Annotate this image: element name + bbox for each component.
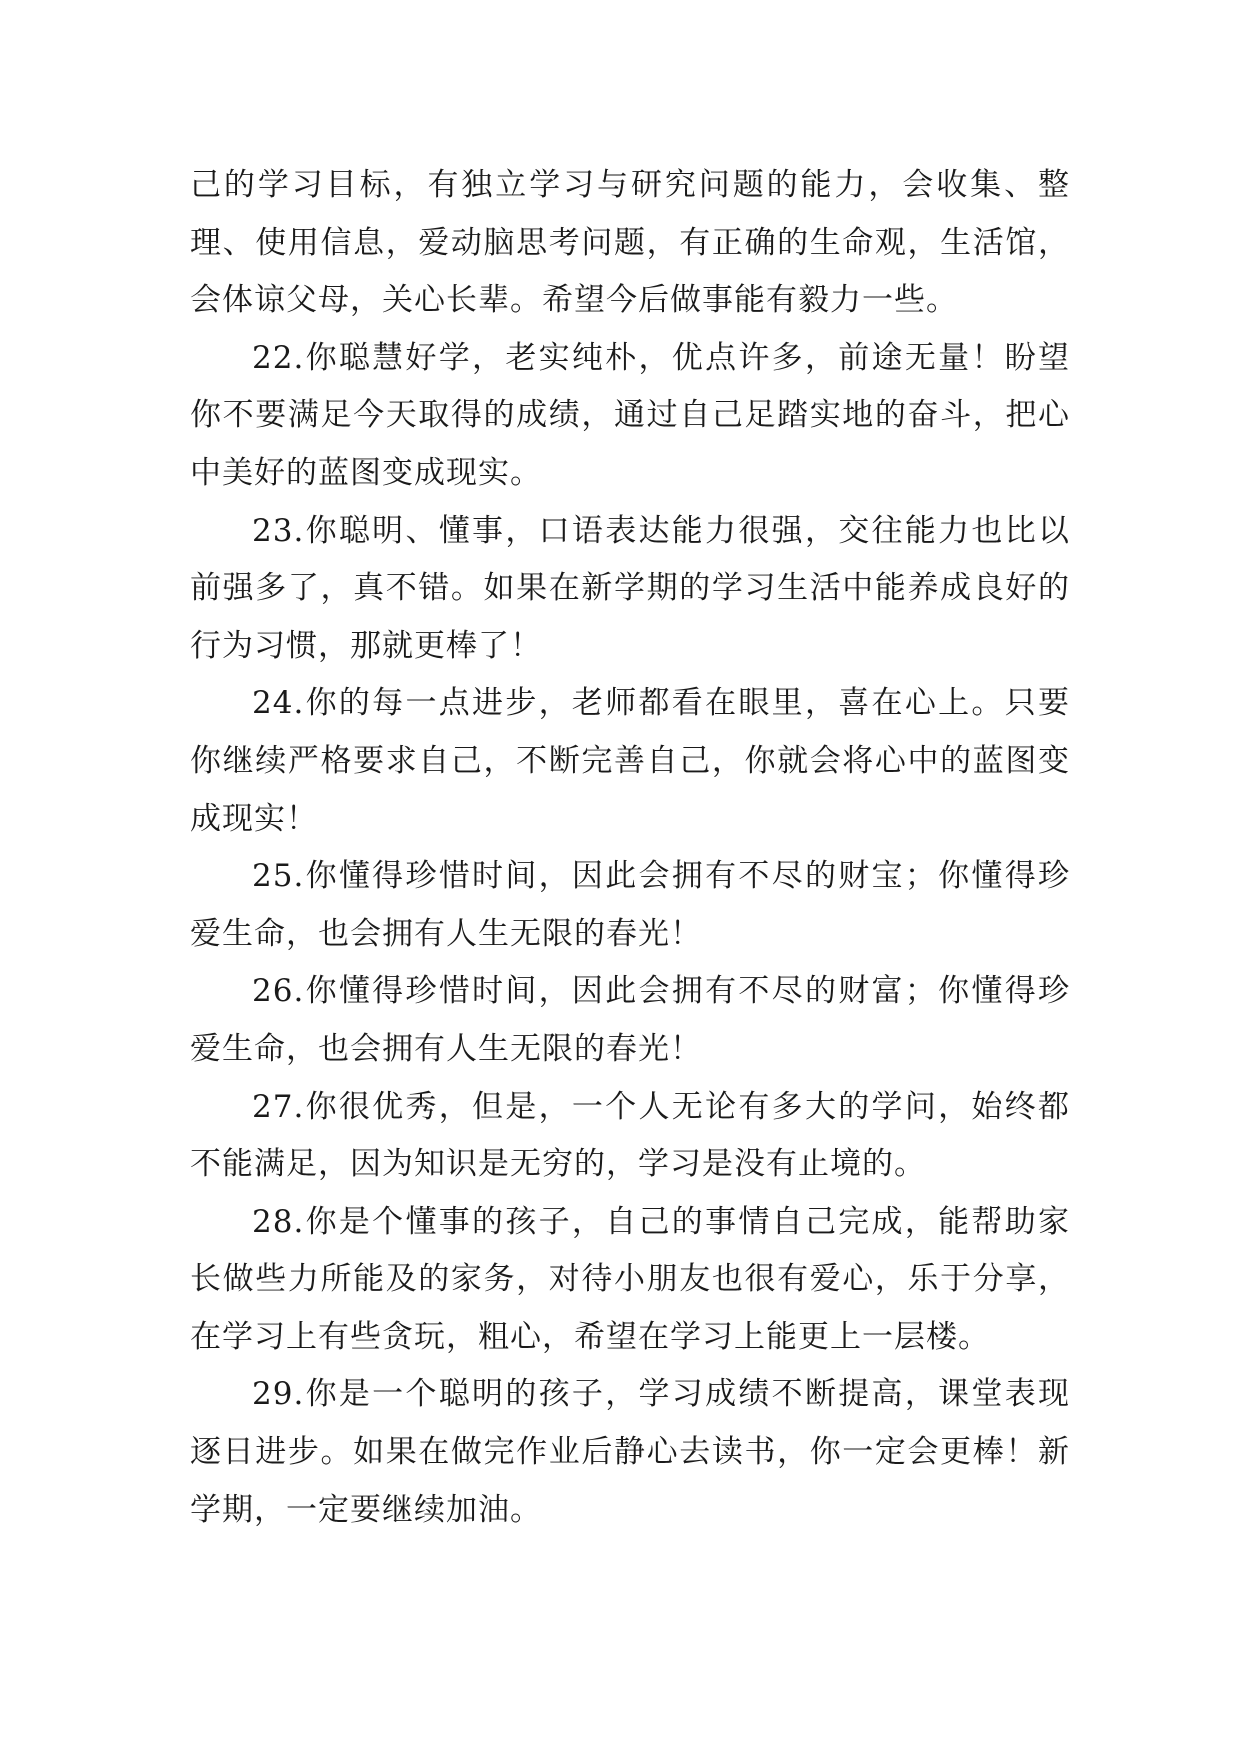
paragraph-28: 28.你是个懂事的孩子，自己的事情自己完成，能帮助家长做些力所能及的家务，对待小朋友也很有爱心，乐于分享，在学习上有些贪玩，粗心，希望在学习上能更上一层楼。 bbox=[190, 1203, 1070, 1355]
paragraph-27: 27.你很优秀，但是，一个人无论有多大的学问，始终都不能满足，因为知识是无穷的，学习是没有止境的。 bbox=[190, 1088, 1070, 1183]
paragraph-22: 22.你聪慧好学，老实纯朴，优点许多，前途无量！盼望你不要满足今天取得的成绩，通过自己足踏实地的奋斗，把心中美好的蓝图变成现实。 bbox=[190, 339, 1070, 491]
paragraph-continuation: 己的学习目标，有独立学习与研究问题的能力，会收集、整理、使用信息，爱动脑思考问题，有正确的生命观，生活馆，会体谅父母，关心长辈。希望今后做事能有毅力一些。 bbox=[190, 167, 1070, 319]
paragraph-29: 29.你是一个聪明的孩子，学习成绩不断提高，课堂表现逐日进步。如果在做完作业后静心去读书，你一定会更棒！新学期，一定要继续加油。 bbox=[190, 1376, 1070, 1528]
paragraph-23: 23.你聪明、懂事，口语表达能力很强，交往能力也比以前强多了，真不错。如果在新学期的学习生活中能养成良好的行为习惯，那就更棒了！ bbox=[190, 512, 1070, 664]
document-body bbox=[190, 157, 1070, 1539]
paragraph-26: 26.你懂得珍惜时间，因此会拥有不尽的财富；你懂得珍爱生命，也会拥有人生无限的春光！ bbox=[190, 973, 1070, 1067]
paragraph-25: 25.你懂得珍惜时间，因此会拥有不尽的财宝；你懂得珍爱生命，也会拥有人生无限的春光！ bbox=[190, 858, 1070, 952]
paragraph-24: 24.你的每一点进步，老师都看在眼里，喜在心上。只要你继续严格要求自己，不断完善自己，你就会将心中的蓝图变成现实！ bbox=[190, 685, 1070, 837]
